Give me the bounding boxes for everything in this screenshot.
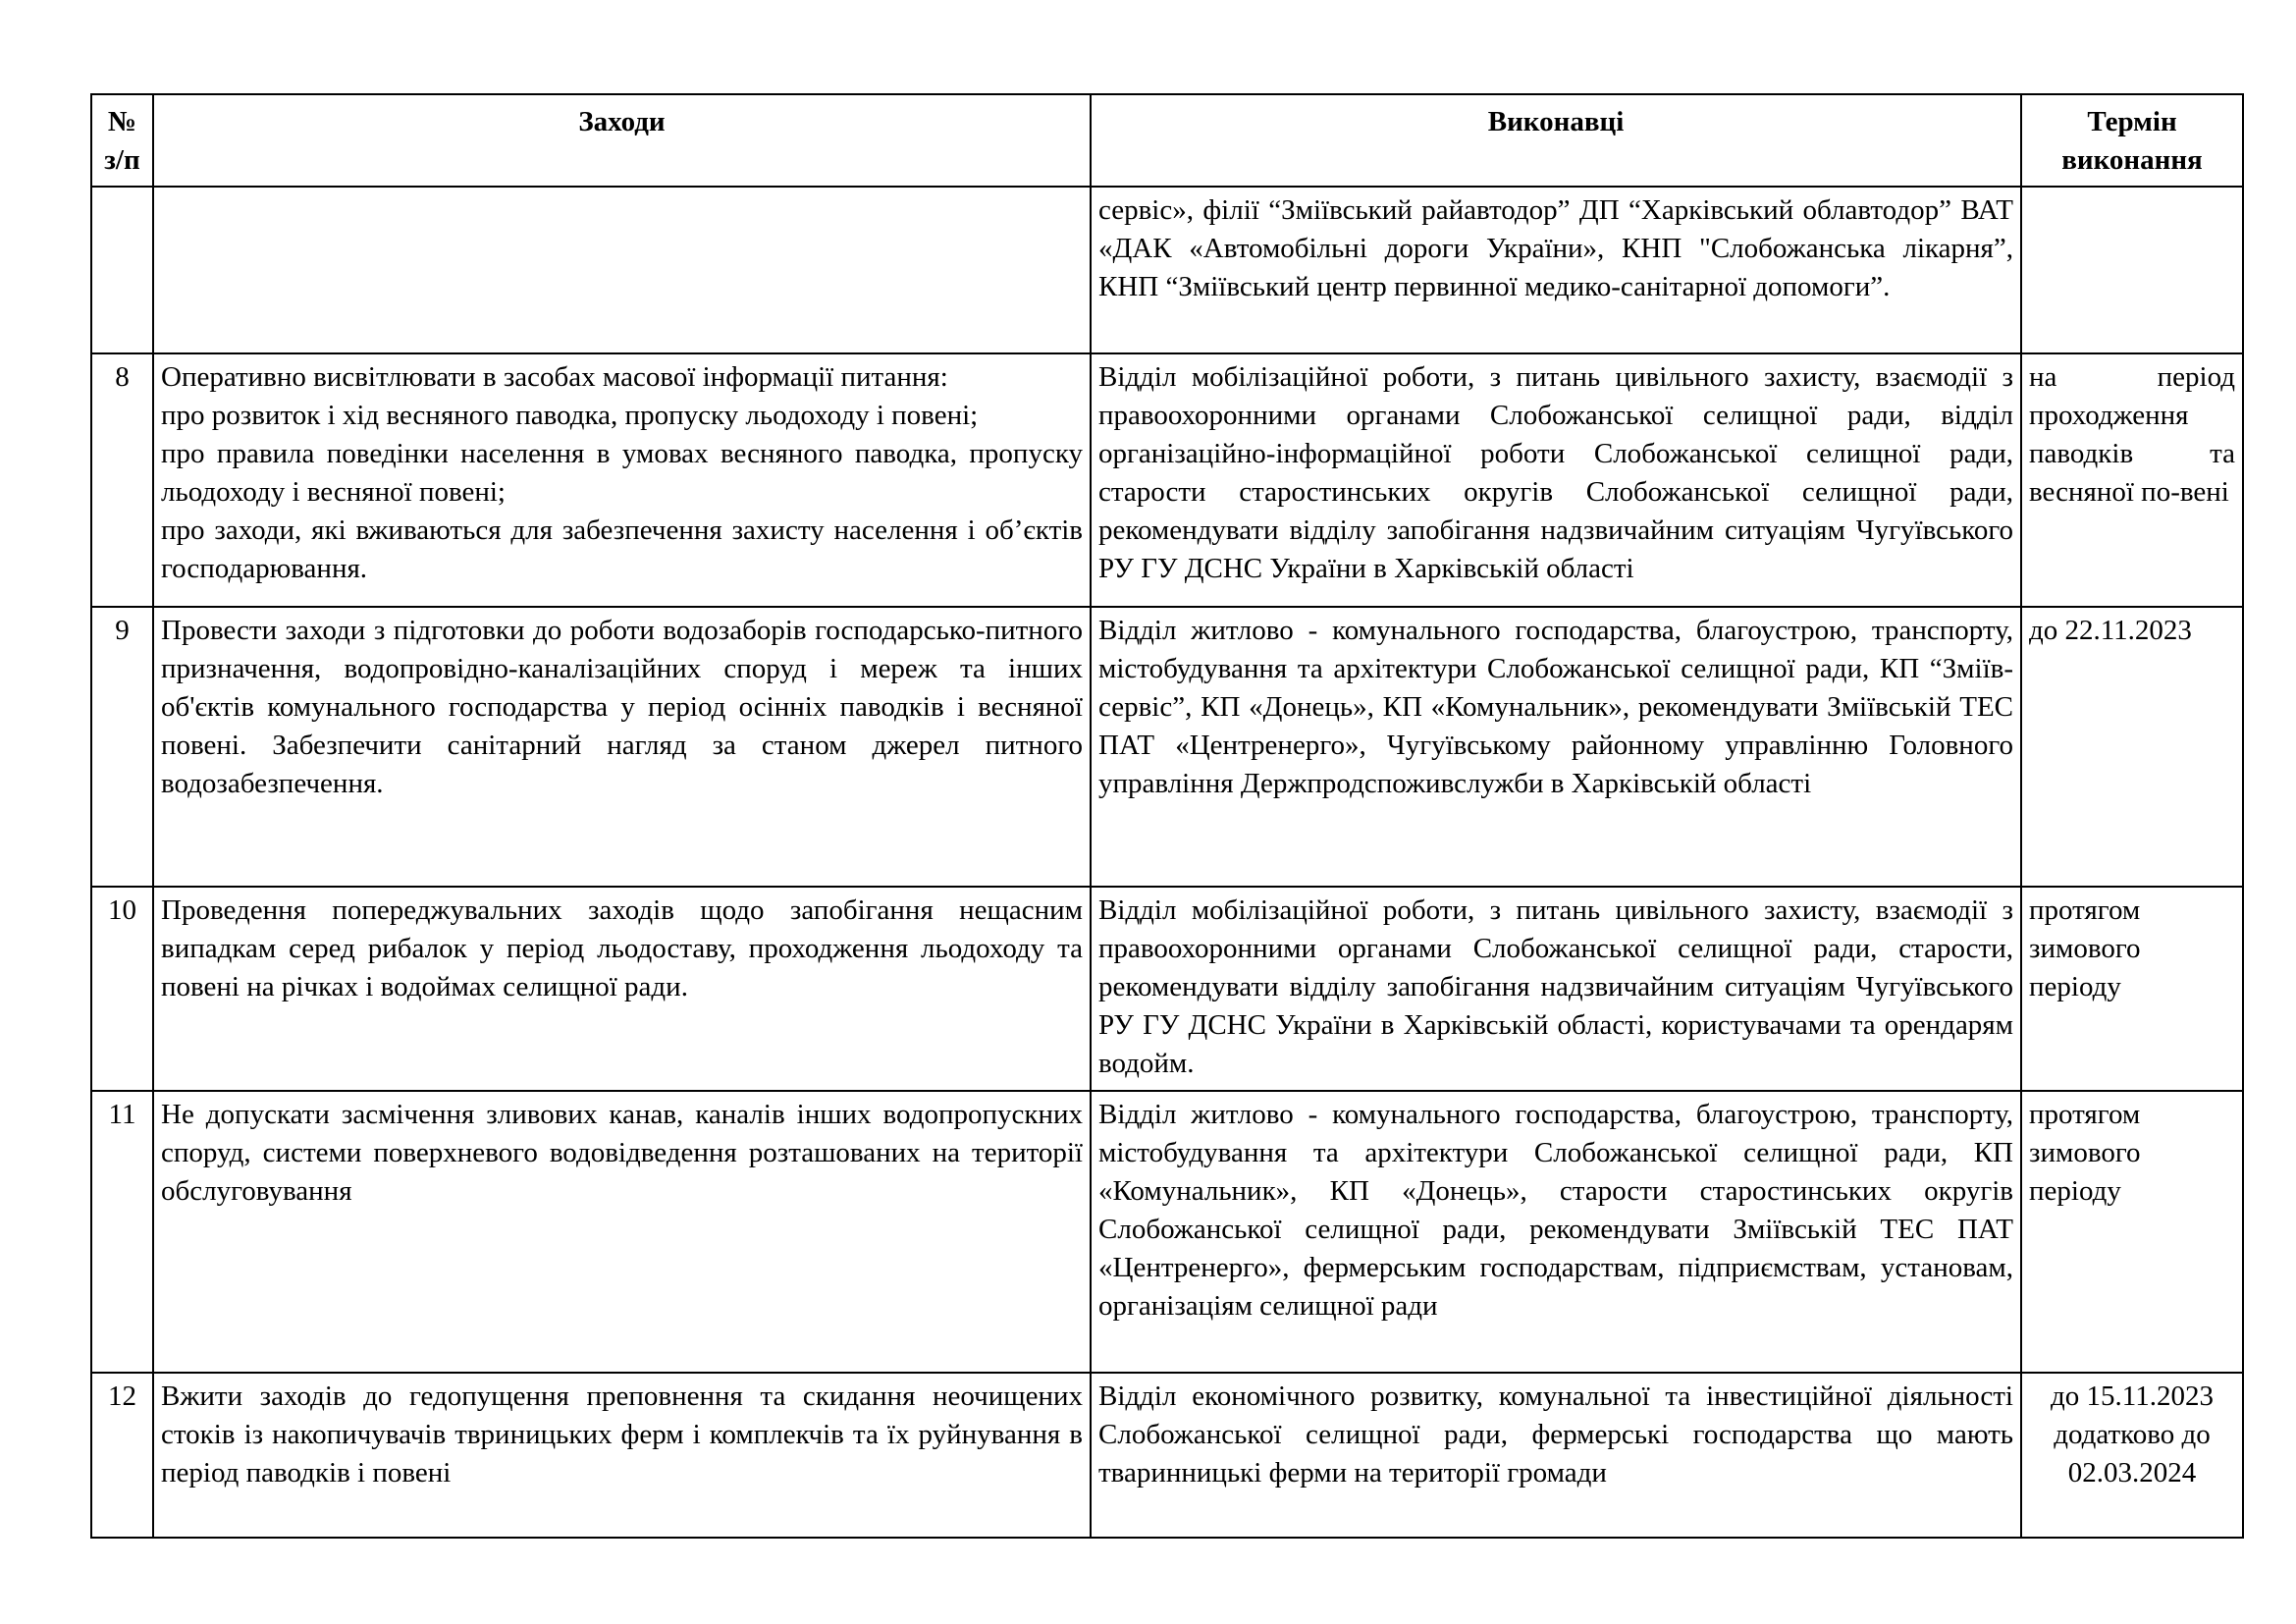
row-measures (153, 1091, 1091, 1373)
table-row (91, 887, 2243, 1091)
row-executors: Відділ житлово - комунального господарства, благоустрою, транспорту, містобудування та архітектури Слобожанської селищної ради, КП «Комунальник», КП «Донець», старости старостинських округів Слобожанської селищної ради, рекомендувати Зміївській ТЕС ПАТ «Центренерго», фермерським господарствам, підприємствам, установам, організаціям селищної ради (1091, 1091, 2021, 1373)
measure-paragraph: Провести заходи з підготовки до роботи водозаборів господарсько-питного призначення, водопровідно-каналізаційних споруд і мереж та інших об'єктів комунального господарства у період осінніх паводків і весняної повені. Забезпечити санітарний нагляд за станом джерел питного водозабезпечення. (161, 615, 1083, 799)
row-measures (153, 607, 1091, 887)
row-term: протягом зимового періоду (2021, 1091, 2243, 1373)
table-row (91, 607, 2243, 887)
header-measures: Заходи (153, 94, 1091, 187)
row-executors: Відділ житлово - комунального господарства, благоустрою, транспорту, містобудування та архітектури Слобожанської селищної ради, КП “Зміїв-сервіс”, КП «Донець», КП «Комунальник», рекомендувати Зміївській ТЕС ПАТ «Центренерго», Чугуївському районному управлінню Головного управління Держпродспоживслужби в Харківській області (1091, 607, 2021, 887)
table-row (91, 1373, 2243, 1538)
row-measures (153, 187, 1091, 353)
row-number: 10 (91, 887, 153, 1091)
row-measures (153, 887, 1091, 1091)
measures-table (90, 93, 2244, 1539)
row-term: на період проходження паводків та весняної по-вені (2021, 353, 2243, 607)
measure-paragraph: Оперативно висвітлювати в засобах масової інформації питання: (161, 361, 948, 393)
row-executors: сервіс», філії “Зміївський райавтодор” ДП “Харківський облавтодор” ВАТ «ДАК «Автомобільні дороги України», КНП "Слобожанська лікарня”, КНП “Зміївський центр первинної медико-санітарної допомоги”. (1091, 187, 2021, 353)
row-number: 8 (91, 353, 153, 607)
header-term: Термін виконання (2021, 94, 2243, 187)
row-executors: Відділ економічного розвитку, комунальної та інвестиційної діяльності Слобожанської селищної ради, фермерські господарства що мають тваринницькі ферми на території громади (1091, 1373, 2021, 1538)
row-number: 11 (91, 1091, 153, 1373)
row-term: до 22.11.2023 (2021, 607, 2243, 887)
row-measures (153, 353, 1091, 607)
header-number: № з/п (91, 94, 153, 187)
row-executors: Відділ мобілізаційної роботи, з питань цивільного захисту, взаємодії з правоохоронними органами Слобожанської селищної ради, відділ організаційно-інформаційної роботи Слобожанської селищної ради, старости старостинських округів Слобожанської селищної ради, рекомендувати відділу запобігання надзвичайним ситуаціям Чугуївського РУ ГУ ДСНС України в Харківській області (1091, 353, 2021, 607)
row-number: 9 (91, 607, 153, 887)
measure-paragraph: про правила поведінки населення в умовах весняного паводка, пропуску льодоходу і весняної повені; (161, 438, 1083, 508)
measure-paragraph: про розвиток і хід весняного паводка, пропуску льодоходу і повені; (161, 400, 979, 431)
measure-paragraph: Вжити заходів до гедопущення преповнення та скидання неочищених стоків із накопичувачів твриницьких ферм і комплекчів та їх руйнування в період паводків і повені (161, 1380, 1083, 1489)
table-row (91, 187, 2243, 353)
row-executors: Відділ мобілізаційної роботи, з питань цивільного захисту, взаємодії з правоохоронними органами Слобожанської селищної ради, старости, рекомендувати відділу запобігання надзвичайним ситуаціям Чугуївського РУ ГУ ДСНС України в Харківській області, користувачами та орендарям водойм. (1091, 887, 2021, 1091)
row-number (91, 187, 153, 353)
measure-paragraph: Проведення попереджувальних заходів щодо запобігання нещасним випадкам серед рибалок у період льодоставу, проходження льодоходу та повені на річках і водоймах селищної ради. (161, 894, 1083, 1002)
row-term: протягом зимового періоду (2021, 887, 2243, 1091)
row-term: до 15.11.2023 додатково до 02.03.2024 (2021, 1373, 2243, 1538)
row-number: 12 (91, 1373, 153, 1538)
header-executors: Виконавці (1091, 94, 2021, 187)
table-row (91, 353, 2243, 607)
row-term (2021, 187, 2243, 353)
measure-paragraph: Не допускати засмічення зливових канав, каналів інших водопропускних споруд, системи поверхневого водовідведення розташованих на території обслуговування (161, 1099, 1083, 1207)
table-row (91, 1091, 2243, 1373)
row-measures (153, 1373, 1091, 1538)
measure-paragraph: про заходи, які вживаються для забезпечення захисту населення і об’єктів господарювання. (161, 514, 1083, 584)
table-header-row (91, 94, 2243, 187)
